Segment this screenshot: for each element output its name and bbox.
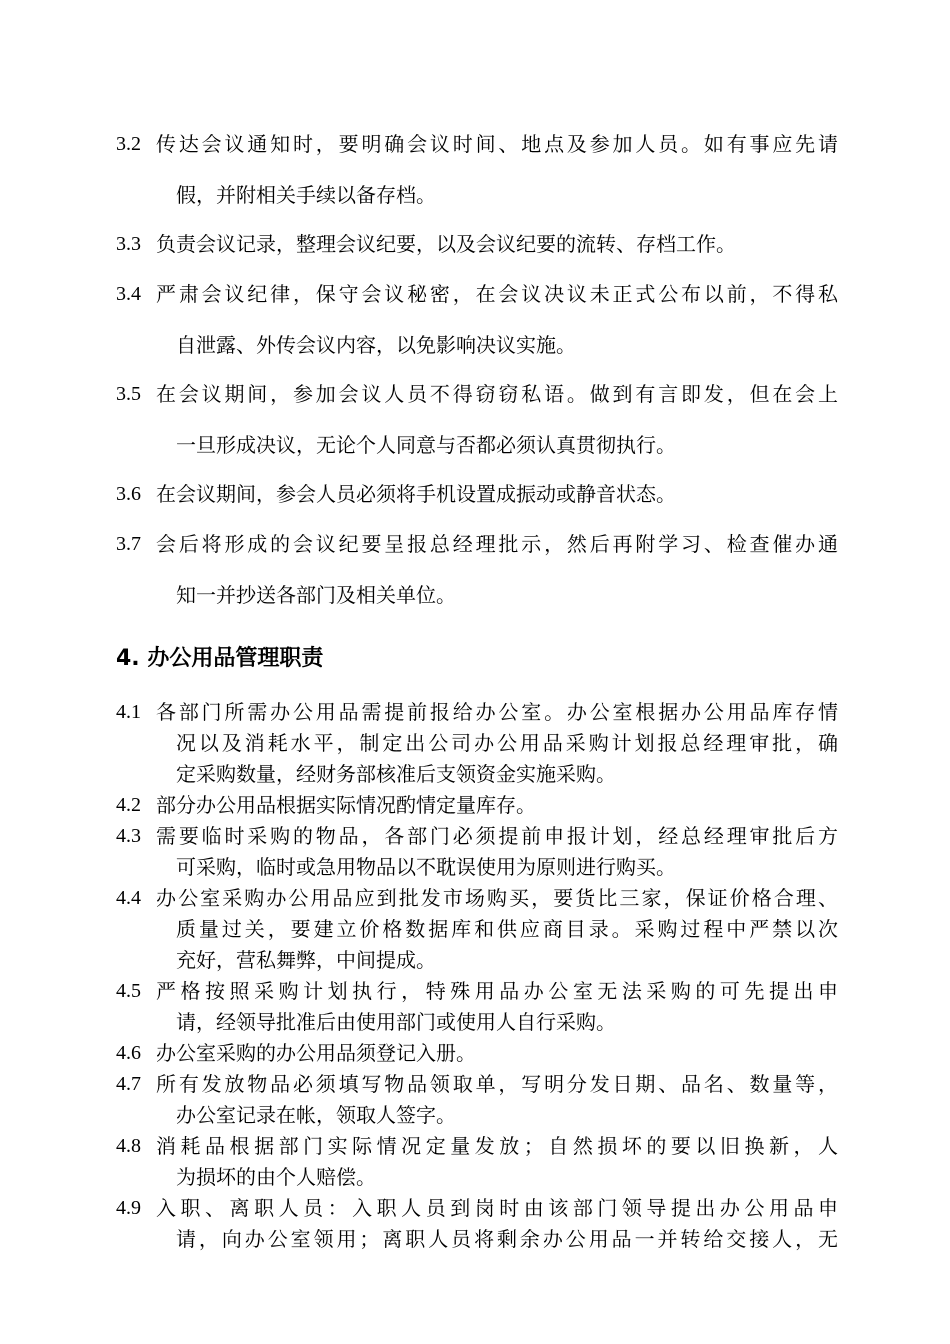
clause-4-1: [116, 697, 838, 790]
clause-3-6: [116, 469, 838, 520]
clause-3-5: [116, 369, 838, 471]
clause-text-line: 在会议期间，参加会议人员不得窃窃私语。做到有言即发，但在会上: [156, 382, 838, 406]
clause-number: 3.5: [116, 383, 141, 405]
clause-4-8: [116, 1131, 838, 1193]
clause-4-5: [116, 976, 838, 1038]
clause-3-2: [116, 119, 838, 221]
clause-number: 3.4: [116, 283, 141, 305]
clause-text-line: 质量过关，要建立价格数据库和供应商目录。采购过程中严禁以次: [176, 917, 838, 941]
clause-number: 4.5: [116, 980, 141, 1002]
clause-3-3: [116, 219, 838, 270]
clause-number: 4.3: [116, 825, 141, 847]
clause-text-line: 请，经领导批准后由使用部门或使用人自行采购。: [176, 1010, 616, 1034]
clause-4-2: [116, 790, 838, 821]
clause-text-line: 传达会议通知时，要明确会议时间、地点及参加人员。如有事应先请: [156, 132, 838, 156]
clause-text-line: 可采购，临时或急用物品以不耽误使用为原则进行购买。: [176, 855, 676, 879]
clause-text-line: 充好，营私舞弊，中间提成。: [176, 948, 436, 972]
clause-text-line: 入职、离职人员：入职人员到岗时由该部门领导提出办公用品申: [156, 1196, 838, 1220]
clause-text-line: 会后将形成的会议纪要呈报总经理批示，然后再附学习、检查催办通: [156, 532, 838, 556]
clause-text-line: 自泄露、外传会议内容，以免影响决议实施。: [176, 333, 576, 357]
clause-4-3: [116, 821, 838, 883]
clause-text-line: 定采购数量，经财务部核准后支领资金实施采购。: [176, 762, 616, 786]
clause-number: 4.4: [116, 887, 141, 909]
clause-text-line: 严肃会议纪律，保守会议秘密，在会议决议未正式公布以前，不得私: [156, 282, 838, 306]
clause-text-line: 需要临时采购的物品，各部门必须提前申报计划，经总经理审批后方: [156, 824, 838, 848]
clause-3-7: [116, 519, 838, 621]
clause-text-line: 严格按照采购计划执行，特殊用品办公室无法采购的可先提出申: [156, 979, 838, 1003]
clause-4-6: [116, 1038, 838, 1069]
clause-text-line: 所有发放物品必须填写物品领取单，写明分发日期、品名、数量等，: [156, 1072, 838, 1096]
clause-text-line: 一旦形成决议，无论个人同意与否都必须认真贯彻执行。: [176, 433, 676, 457]
clause-text-line: 请，向办公室领用；离职人员将剩余办公用品一并转给交接人，无: [176, 1227, 838, 1251]
clause-text-line: 办公室采购办公用品应到批发市场购买，要货比三家，保证价格合理、: [156, 886, 838, 910]
clause-number: 3.7: [116, 533, 141, 555]
clause-number: 4.1: [116, 701, 141, 723]
clause-text-line: 负责会议记录，整理会议纪要，以及会议纪要的流转、存档工作。: [156, 232, 736, 256]
clause-number: 3.2: [116, 133, 141, 155]
clause-text-line: 在会议期间，参会人员必须将手机设置成振动或静音状态。: [156, 482, 676, 506]
clause-number: 3.6: [116, 483, 141, 505]
clause-number: 4.9: [116, 1197, 141, 1219]
clause-text-line: 办公室采购的办公用品须登记入册。: [156, 1041, 476, 1065]
clause-number: 3.3: [116, 233, 141, 255]
clause-text-line: 部分办公用品根据实际情况酌情定量库存。: [156, 793, 536, 817]
clause-number: 4.8: [116, 1135, 141, 1157]
clause-number: 4.2: [116, 794, 141, 816]
clause-3-4: [116, 269, 838, 371]
section-heading: 4. 办公用品管理职责: [116, 646, 324, 671]
clause-text-line: 况以及消耗水平，制定出公司办公用品采购计划报总经理审批，确: [176, 731, 838, 755]
clause-number: 4.7: [116, 1073, 141, 1095]
clause-4-4: [116, 883, 838, 976]
clause-4-7: [116, 1069, 838, 1131]
clause-text-line: 消耗品根据部门实际情况定量发放；自然损坏的要以旧换新，人: [156, 1134, 838, 1158]
clause-text-line: 假，并附相关手续以备存档。: [176, 183, 436, 207]
clause-text-line: 为损坏的由个人赔偿。: [176, 1165, 376, 1189]
clause-text-line: 各部门所需办公用品需提前报给办公室。办公室根据办公用品库存情: [156, 700, 838, 724]
clause-number: 4.6: [116, 1042, 141, 1064]
clause-text-line: 知一并抄送各部门及相关单位。: [176, 583, 456, 607]
clause-4-9: [116, 1193, 838, 1255]
clause-text-line: 办公室记录在帐，领取人签字。: [176, 1103, 456, 1127]
